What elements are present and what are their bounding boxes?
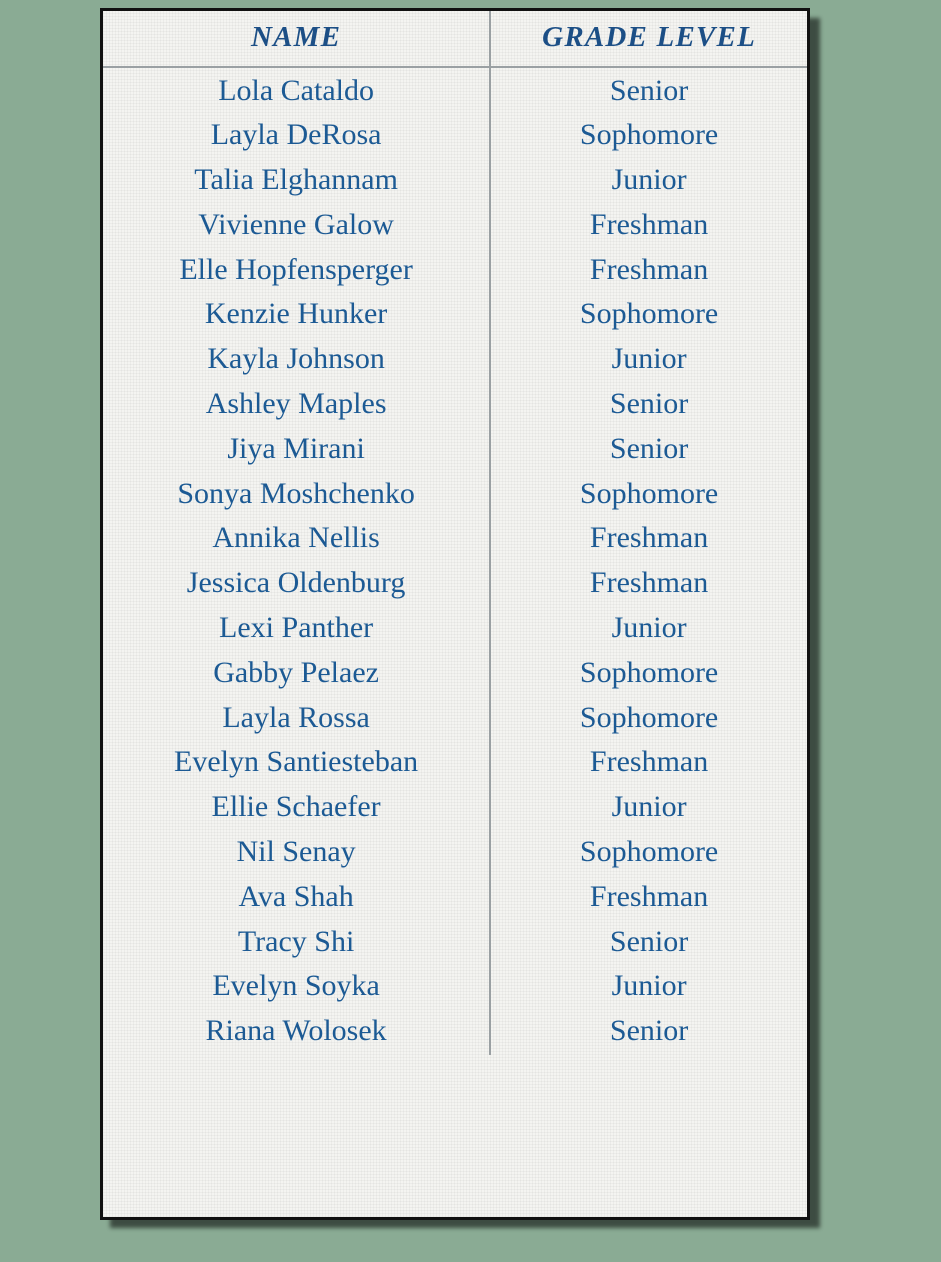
cell-name: Annika Nellis [103, 516, 490, 561]
cell-name: Riana Wolosek [103, 1009, 490, 1055]
cell-grade-level: Junior [611, 611, 687, 645]
cell-grade-level: Freshman [589, 207, 709, 241]
table-header [103, 11, 807, 67]
table-row [103, 337, 807, 382]
column-header-name: NAME [103, 11, 490, 67]
cell-name: Ava Shah [103, 874, 490, 919]
cell-grade-level: Freshman [589, 745, 709, 779]
cell-name: Vivienne Galow [103, 202, 490, 247]
cell-grade-level: Senior [609, 431, 689, 465]
cell-grade-level: Freshman [589, 252, 709, 286]
cell-grade-level: Sophomore [579, 476, 719, 510]
table-row [103, 67, 807, 113]
cell-name: Kenzie Hunker [103, 292, 490, 337]
cell-grade-level: Senior [609, 1014, 689, 1048]
cell-grade-level: Freshman [589, 566, 709, 600]
table-row [103, 606, 807, 651]
cell-grade-level: Sophomore [579, 655, 719, 689]
cell-name: Lola Cataldo [103, 67, 490, 113]
cell-name: Layla Rossa [103, 695, 490, 740]
cell-name: Evelyn Santiesteban [103, 740, 490, 785]
cell-name: Kayla Johnson [103, 337, 490, 382]
cell-name: Ashley Maples [103, 382, 490, 427]
cell-name: Tracy Shi [103, 919, 490, 964]
table-row [103, 964, 807, 1009]
table-row [103, 561, 807, 606]
table-row [103, 785, 807, 830]
cell-grade-level: Junior [611, 342, 687, 376]
table-row [103, 740, 807, 785]
cell-grade-level: Sophomore [579, 297, 719, 331]
cell-grade-level: Sophomore [579, 118, 719, 152]
table-row [103, 471, 807, 516]
cell-grade-level: Senior [609, 73, 689, 107]
table-row [103, 650, 807, 695]
table-row [103, 426, 807, 471]
roster-table [103, 11, 807, 1055]
cell-grade-level: Junior [611, 969, 687, 1003]
table-row [103, 292, 807, 337]
table-row [103, 247, 807, 292]
table-row [103, 382, 807, 427]
cell-name: Layla DeRosa [103, 113, 490, 158]
cell-grade-level: Freshman [589, 879, 709, 913]
cell-grade-level: Sophomore [579, 700, 719, 734]
table-row [103, 516, 807, 561]
cell-grade-level: Senior [609, 387, 689, 421]
cell-name: Jiya Mirani [103, 426, 490, 471]
table-row [103, 1009, 807, 1055]
table-row [103, 202, 807, 247]
cell-name: Lexi Panther [103, 606, 490, 651]
cell-grade-level: Junior [611, 790, 687, 824]
roster-table-card [100, 8, 810, 1220]
table-row [103, 158, 807, 203]
cell-grade-level: Senior [609, 924, 689, 958]
cell-name: Evelyn Soyka [103, 964, 490, 1009]
column-header-grade-level: GRADE LEVEL [490, 11, 807, 67]
cell-name: Nil Senay [103, 830, 490, 875]
table-row [103, 830, 807, 875]
table-body [103, 67, 807, 1055]
table-row [103, 874, 807, 919]
cell-grade-level: Sophomore [579, 835, 719, 869]
cell-name: Talia Elghannam [103, 158, 490, 203]
table-row [103, 695, 807, 740]
table-row [103, 113, 807, 158]
cell-name: Gabby Pelaez [103, 650, 490, 695]
cell-name: Jessica Oldenburg [103, 561, 490, 606]
cell-name: Ellie Schaefer [103, 785, 490, 830]
cell-grade-level: Junior [611, 163, 687, 197]
table-row [103, 919, 807, 964]
header-row [103, 11, 807, 67]
cell-name: Elle Hopfensperger [103, 247, 490, 292]
cell-grade-level: Freshman [589, 521, 709, 555]
cell-name: Sonya Moshchenko [103, 471, 490, 516]
